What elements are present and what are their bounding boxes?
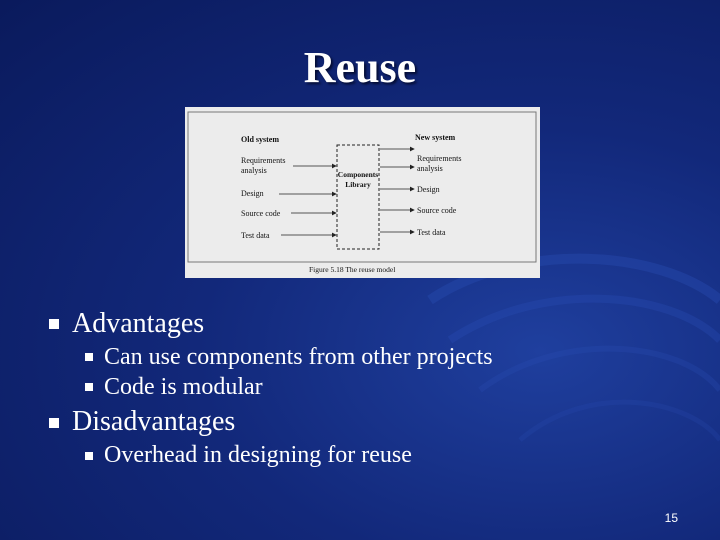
- bullet-advantages: Advantages: [72, 308, 205, 339]
- library-label: Library: [345, 180, 371, 189]
- components-label: Components: [337, 170, 379, 179]
- right-item-design: Design: [417, 185, 440, 194]
- left-item-design: Design: [241, 189, 264, 198]
- old-system-heading: Old system: [241, 135, 279, 144]
- right-item-analysis: analysis: [417, 164, 443, 173]
- components-library-box: [337, 145, 379, 249]
- slide-title: Reuse: [303, 43, 417, 92]
- right-item-requirements: Requirements: [417, 154, 462, 163]
- left-item-source-code: Source code: [241, 209, 281, 218]
- bullet-marker: [49, 319, 59, 329]
- left-item-test-data: Test data: [241, 231, 270, 240]
- left-item-requirements: Requirements: [241, 156, 286, 165]
- right-item-source-code: Source code: [417, 206, 457, 215]
- sub-bullet-marker: [85, 452, 93, 460]
- new-system-heading: New system: [415, 133, 456, 142]
- figure-caption: Figure 5.18 The reuse model: [309, 265, 396, 274]
- sub-bullet-marker: [85, 353, 93, 361]
- left-item-analysis: analysis: [241, 166, 267, 175]
- sub-bullet-components: Can use components from other projects: [104, 344, 493, 370]
- sub-bullet-modular: Code is modular: [104, 374, 263, 400]
- bullet-disadvantages: Disadvantages: [72, 406, 236, 437]
- bullet-marker: [49, 418, 59, 428]
- sub-bullet-overhead: Overhead in designing for reuse: [104, 442, 412, 468]
- page-number: 15: [664, 511, 678, 525]
- sub-bullet-marker: [85, 383, 93, 391]
- right-item-test-data: Test data: [417, 228, 446, 237]
- reuse-model-figure: [185, 107, 540, 278]
